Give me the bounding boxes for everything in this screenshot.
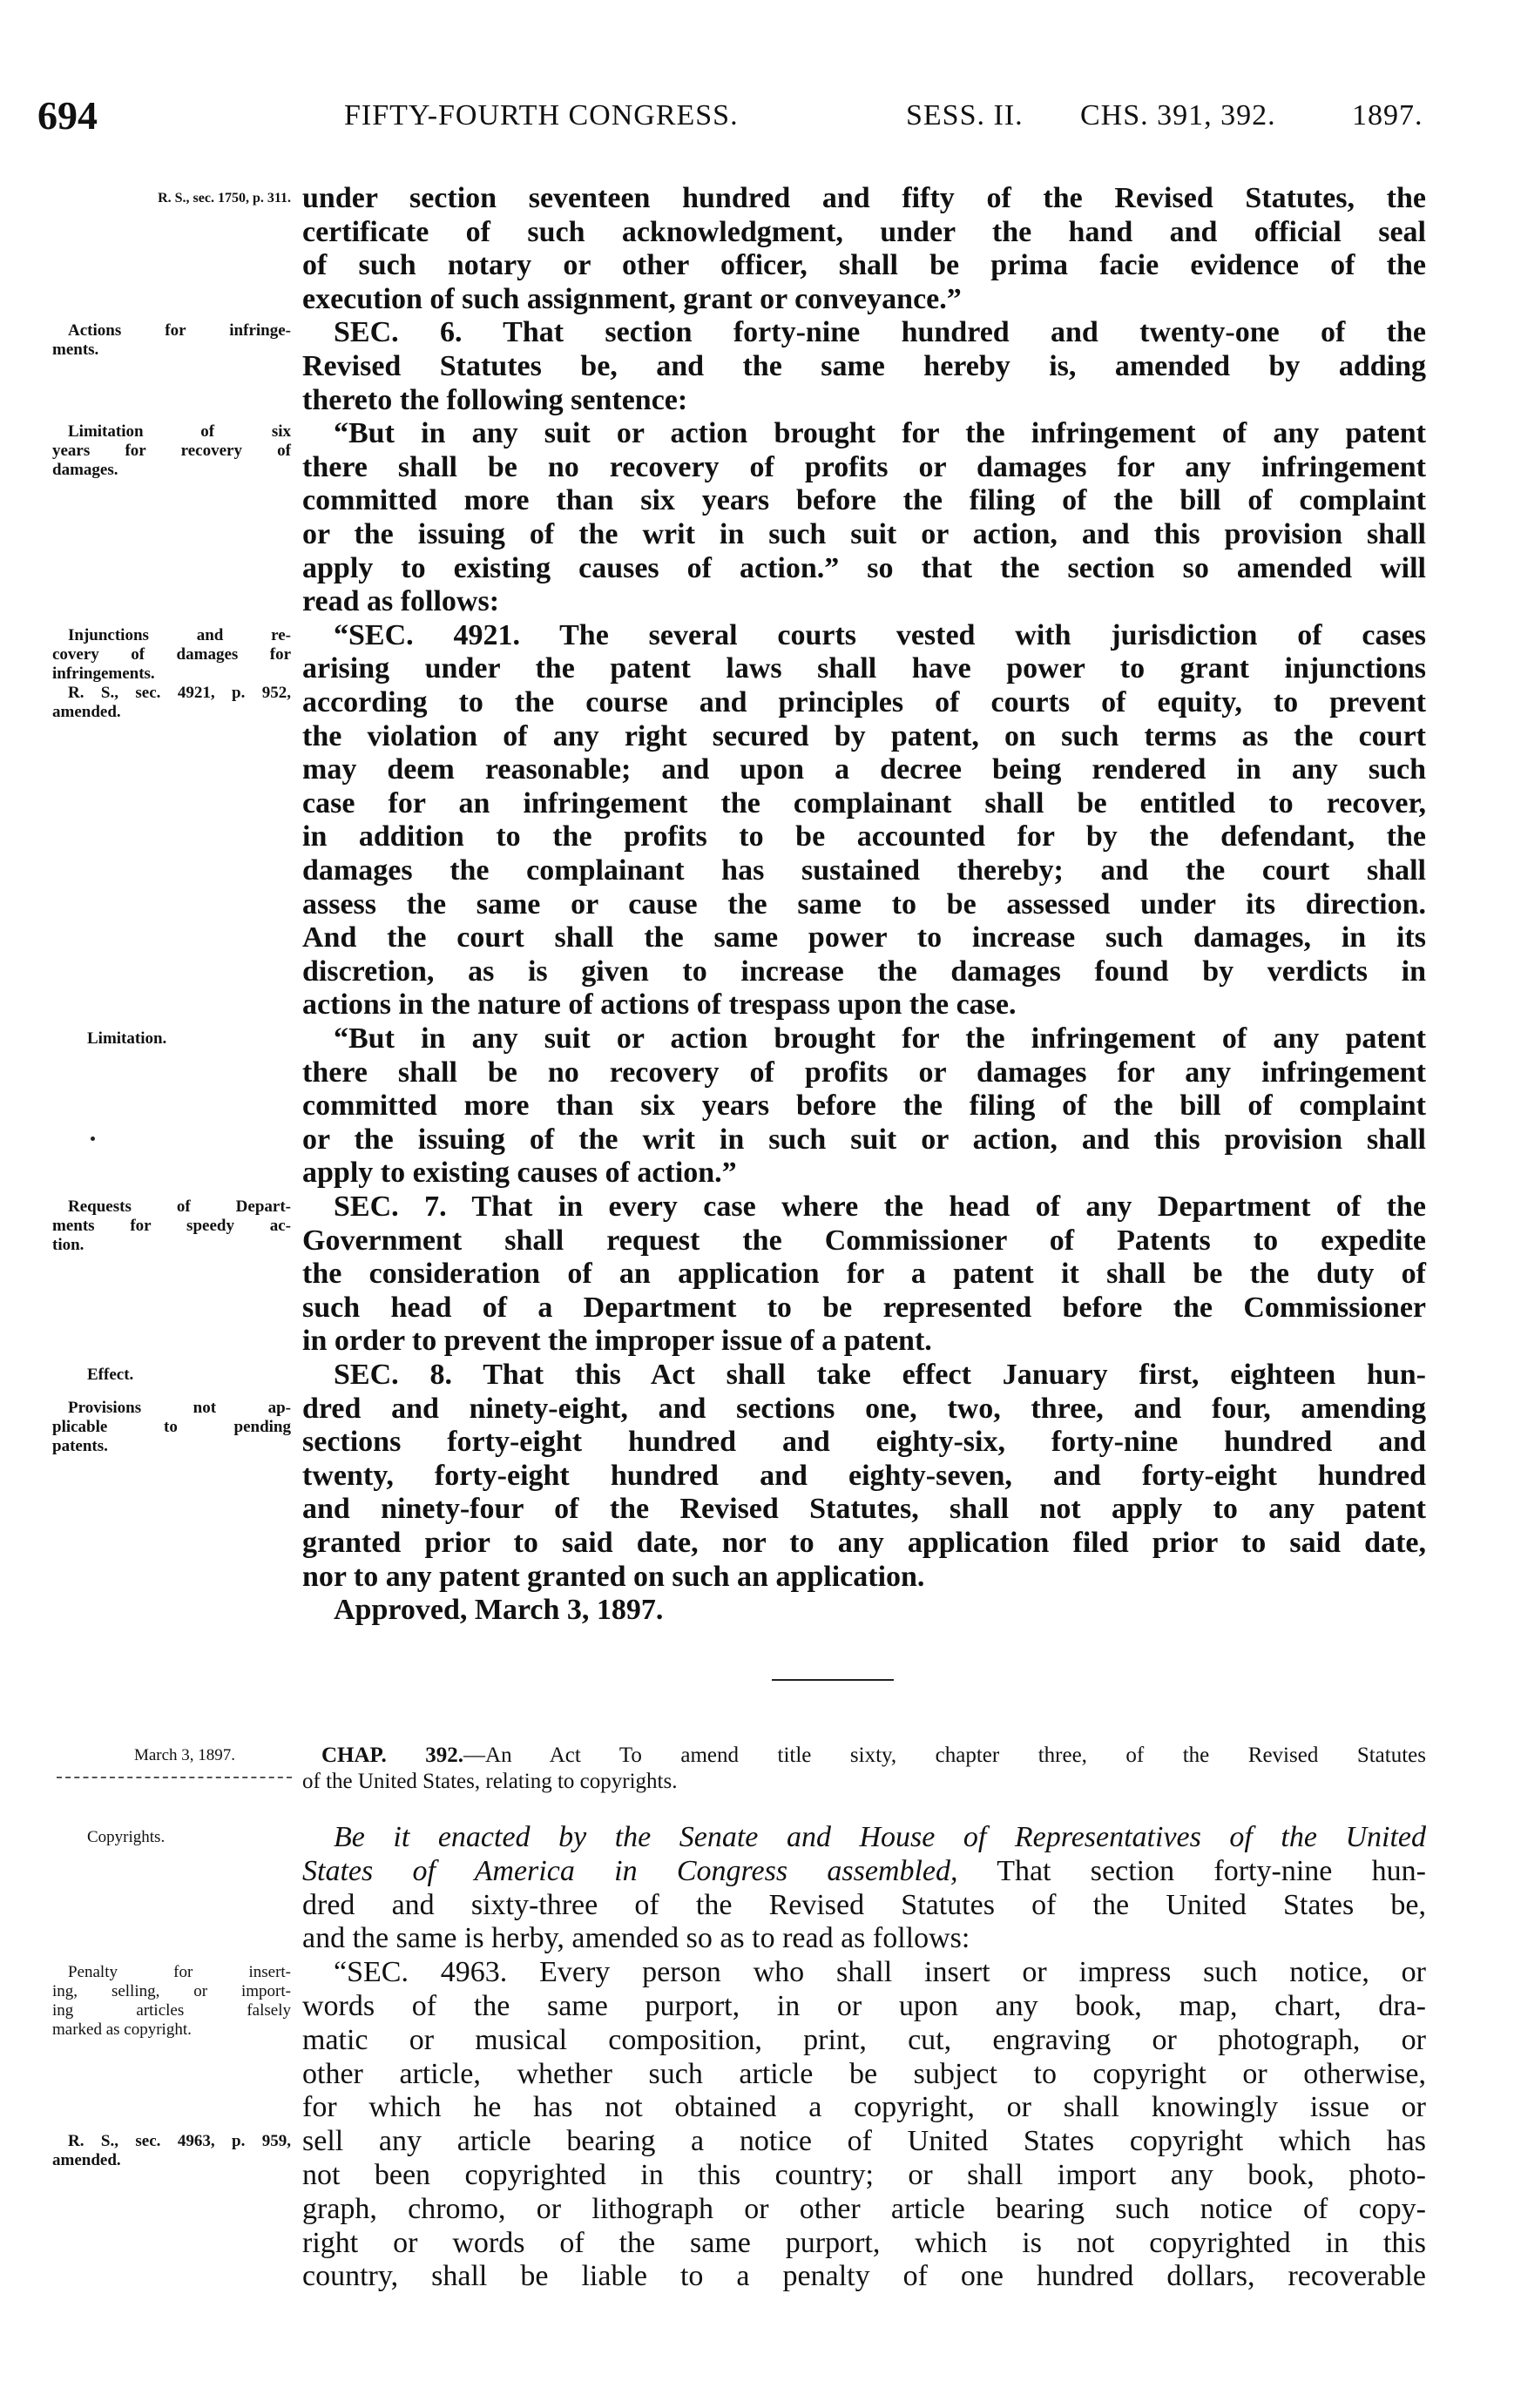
body-line (302, 820, 1426, 854)
margin-note-line: covery of damages for (52, 645, 291, 664)
margin-note-injunctions (52, 626, 291, 684)
line-text: there shall be no recovery of profits or damages for any infringement (302, 450, 1426, 483)
body-line (302, 988, 1426, 1022)
line-text: in order to prevent the improper issue of a patent. (302, 1325, 932, 1358)
margin-note-line: damages. (52, 461, 118, 479)
margin-note-line: ing articles falsely (52, 2001, 291, 2020)
chapter-date: March 3, 1897. (133, 1746, 236, 1764)
body-line (302, 1257, 1426, 1292)
body-line (302, 719, 1426, 754)
line-text: and ninety-four of the Revised Statutes, shall not apply to any patent (302, 1493, 1426, 1526)
body-line (302, 1392, 1426, 1427)
line-text: committed more than six years before the filing of the bill of complaint (302, 1089, 1426, 1123)
running-head-session: SESS. II. (906, 99, 1024, 132)
body-line (302, 1459, 1426, 1494)
date-underline (57, 1777, 292, 1778)
body-line (302, 2226, 1426, 2261)
line-text: That section forty-nine hun- (957, 1854, 1426, 1887)
line-text: in addition to the profits to be accounted for by the defendant, the (302, 820, 1426, 853)
margin-note-line: years for recovery of (52, 442, 291, 460)
body-line (302, 1123, 1426, 1157)
body-line (302, 921, 1426, 955)
line-text: actions in the nature of actions of trespass upon the case. (302, 988, 1017, 1022)
margin-note-date (52, 1746, 291, 1765)
line-text: “But in any suit or action brought for the infringement of any patent (334, 417, 1426, 450)
line-text: case for an infringement the complainant shall be entitled to recover, (302, 786, 1426, 820)
line-text: and the same is herby, amended so as to read as follows: (302, 1922, 970, 1955)
body-line (302, 2057, 1426, 2092)
body-line (302, 349, 1426, 384)
line-text: dred and sixty-three of the Revised Statutes of the United States be, (302, 1888, 1426, 1921)
line-text: or the issuing of the writ in such suit or action, and this provision shall (302, 518, 1426, 550)
enacting-clause-italic: States of America in Congress assembled, (302, 1854, 958, 1887)
margin-note-line: R. S., sec. 4921, p. 952, (68, 684, 291, 702)
body-line (302, 315, 1426, 350)
body-line (302, 1989, 1426, 2024)
body-line (302, 2192, 1426, 2227)
body-line (302, 1425, 1426, 1460)
running-head-year: 1897. (1352, 99, 1423, 132)
line-text: SEC. 6. That section forty-nine hundred and twenty-one of the (334, 316, 1426, 349)
line-text: discretion, as is given to increase the damages found by verdicts in (302, 954, 1426, 988)
margin-note-line: Limitation. (87, 1029, 167, 1048)
line-text: twenty, forty-eight hundred and eighty-seven, and forty-eight hundred (302, 1459, 1426, 1492)
margin-note-effect (52, 1366, 291, 1385)
margin-note-line: amended. (52, 2151, 121, 2169)
body-line (302, 282, 1426, 317)
margin-note-line: Provisions not ap- (68, 1399, 291, 1417)
body-line (302, 1190, 1426, 1224)
line-text: apply to existing causes of action.” (302, 1157, 737, 1190)
body-line (302, 1560, 1426, 1595)
body-line (302, 1593, 1426, 1628)
margin-note-line: R. S., sec. 4963, p. 959, (68, 2132, 291, 2150)
body-line (302, 752, 1426, 787)
line-text: “SEC. 4963. Every person who shall insert or impress such notice, or (334, 1956, 1426, 1989)
margin-note-line: ments for speedy ac- (52, 1217, 291, 1235)
line-text: the violation of any right secured by patent, on such terms as the court (302, 719, 1426, 752)
body-line (302, 1888, 1426, 1923)
line-text: not been copyrighted in this country; or shall import any book, photo- (302, 2159, 1426, 2191)
margin-note-line: Requests of Depart- (68, 1197, 291, 1216)
line-text: arising under the patent laws shall have power to grant injunctions (302, 652, 1426, 685)
body-line (302, 517, 1426, 552)
line-text: under section seventeen hundred and fifty of the Revised Statutes, the (302, 182, 1426, 214)
margin-note-line: Injunctions and re- (68, 626, 291, 644)
line-text: read as follows: (302, 585, 500, 618)
line-text: granted prior to said date, nor to any application filed prior to said date, (302, 1527, 1426, 1559)
body-line (302, 416, 1426, 451)
enacting-clause-italic: Be it enacted by the Senate and House of Representatives of the United (334, 1821, 1426, 1853)
margin-note-line: Copyrights. (87, 1828, 166, 1846)
line-text: dred and ninety-eight, and sections one, two, three, and four, amending (302, 1392, 1426, 1425)
body-line (302, 1526, 1426, 1561)
line-text: Government shall request the Commissioner of Patents to expedite (302, 1224, 1426, 1257)
line-text: country, shall be liable to a penalty of one hundred dollars, recoverable (302, 2260, 1426, 2293)
line-text: Revised Statutes be, and the same hereby is, amended by adding (302, 350, 1426, 382)
stray-mark (91, 1137, 95, 1141)
line-text: other article, whether such article be subject to copyright or otherwise, (302, 2057, 1426, 2090)
margin-note-provisions-not-applicable (52, 1399, 291, 1456)
body-line (302, 2023, 1426, 2058)
body-line (302, 1492, 1426, 1527)
line-text: words of the same purport, in or upon any book, map, chart, dra- (302, 1990, 1426, 2022)
line-text: there shall be no recovery of profits or damages for any infringement (302, 1056, 1426, 1089)
line-text: of such notary or other officer, shall be prima facie evidence of the (302, 249, 1426, 282)
chapter-divider (772, 1679, 894, 1681)
body-line (302, 651, 1426, 686)
body-line (302, 2259, 1426, 2294)
margin-note-copyrights (52, 1828, 291, 1847)
body-line (302, 1921, 1426, 1956)
body-line (302, 1854, 1426, 1889)
line-text: thereto the following sentence: (302, 383, 688, 416)
line-text: sell any article bearing a notice of United States copyright which has (302, 2125, 1426, 2158)
body-line (302, 2158, 1426, 2193)
body-line (302, 786, 1426, 821)
line-text: nor to any patent granted on such an application. (302, 1560, 925, 1593)
margin-note-rs-4963 (52, 2132, 291, 2170)
body-line (302, 215, 1426, 250)
margin-note-line: amended. (52, 703, 121, 721)
line-text: assess the same or cause the same to be assessed under its direction. (302, 887, 1426, 921)
line-text: Approved, March 3, 1897. (334, 1594, 664, 1627)
body-line (302, 181, 1426, 216)
margin-note-line: ments. (52, 341, 99, 359)
margin-note-limitation (52, 1029, 291, 1049)
margin-note-line: marked as copyright. (52, 2020, 192, 2039)
line-text: according to the course and principles of courts of equity, to prevent (302, 686, 1426, 718)
body-line (302, 1291, 1426, 1325)
chapter-heading (302, 1743, 1426, 1769)
line-text: sections forty-eight hundred and eighty-six, forty-nine hundred and (302, 1426, 1426, 1459)
chapter-heading-line2: of the United States, relating to copyrights. (302, 1770, 678, 1793)
running-head-chapters: CHS. 391, 392. (1080, 99, 1276, 132)
body-line (302, 450, 1426, 485)
margin-note-requests-of-departments (52, 1197, 291, 1255)
margin-note-line: ing, selling, or import- (52, 1982, 291, 2000)
line-text: SEC. 8. That this Act shall take effect January first, eighteen hun- (334, 1359, 1426, 1391)
body-line (302, 2124, 1426, 2159)
margin-note-actions-for-infringements (52, 321, 291, 360)
line-text: may deem reasonable; and upon a decree being rendered in any such (302, 753, 1426, 786)
body-line (302, 2090, 1426, 2125)
margin-note-line: Actions for infringe- (68, 321, 291, 340)
chapter-title-line1: —An Act To amend title sixty, chapter three, of the Revised Statutes (463, 1744, 1426, 1767)
line-text: graph, chromo, or lithograph or other article bearing such notice of copy- (302, 2192, 1426, 2225)
body-line (302, 584, 1426, 619)
body-line (302, 1022, 1426, 1056)
margin-note-line: Limitation of six (68, 422, 291, 441)
margin-note-rs-1750 (52, 189, 291, 208)
line-text: And the court shall the same power to increase such damages, in its (302, 921, 1426, 954)
line-text: execution of such assignment, grant or conveyance.” (302, 282, 962, 315)
running-head-title: FIFTY-FOURTH CONGRESS. (344, 99, 739, 132)
body-line (302, 685, 1426, 720)
line-text: apply to existing causes of action.” so that the section so amended will (302, 551, 1426, 584)
body-line (302, 1955, 1426, 1990)
body-line (302, 483, 1426, 518)
body-line (302, 1156, 1426, 1191)
body-line (302, 1056, 1426, 1090)
margin-note-line: plicable to pending (52, 1418, 291, 1436)
line-text: “SEC. 4921. The several courts vested with jurisdiction of cases (334, 618, 1426, 651)
body-line (302, 853, 1426, 888)
line-text: right or words of the same purport, which is not copyrighted in this (302, 2226, 1426, 2259)
margin-note-line: patents. (52, 1437, 108, 1455)
page-number: 694 (37, 93, 98, 138)
chapter-label: CHAP. 392. (321, 1744, 464, 1767)
margin-note-line: tion. (52, 1236, 84, 1254)
body-line (302, 1820, 1426, 1855)
line-text: “But in any suit or action brought for the infringement of any patent (334, 1022, 1426, 1055)
line-text: damages the complainant has sustained thereby; and the court shall (302, 854, 1426, 887)
body-line (302, 1089, 1426, 1123)
margin-note-penalty (52, 1963, 291, 2040)
line-text: the consideration of an application for a patent it shall be the duty of (302, 1258, 1426, 1291)
line-text: committed more than six years before the filing of the bill of complaint (302, 484, 1426, 517)
margin-note-line: R. S., sec. 1750, p. 311. (158, 191, 291, 206)
body-line (302, 1224, 1426, 1258)
body-line (302, 248, 1426, 283)
margin-note-line: Effect. (87, 1366, 134, 1384)
margin-note-line: Penalty for insert- (68, 1963, 291, 1981)
margin-note-line: infringements. (52, 664, 155, 683)
line-text: or the issuing of the writ in such suit or action, and this provision shall (302, 1123, 1426, 1156)
body-line (302, 887, 1426, 922)
body-line (302, 1358, 1426, 1393)
line-text: for which he has not obtained a copyright, or shall knowingly issue or (302, 2091, 1426, 2124)
line-text: certificate of such acknowledgment, under the hand and official seal (302, 215, 1426, 248)
body-line (302, 551, 1426, 586)
line-text: SEC. 7. That in every case where the head of any Department of the (334, 1191, 1426, 1223)
body-line (302, 954, 1426, 989)
line-text: matic or musical composition, print, cut, engraving or photograph, or (302, 2023, 1426, 2056)
margin-note-limitation-six-years (52, 422, 291, 480)
line-text: such head of a Department to be represented before the Commissioner (302, 1291, 1426, 1324)
body-line (302, 1324, 1426, 1359)
body-line (302, 618, 1426, 653)
margin-note-rs-4921 (52, 684, 291, 722)
body-line (302, 383, 1426, 418)
